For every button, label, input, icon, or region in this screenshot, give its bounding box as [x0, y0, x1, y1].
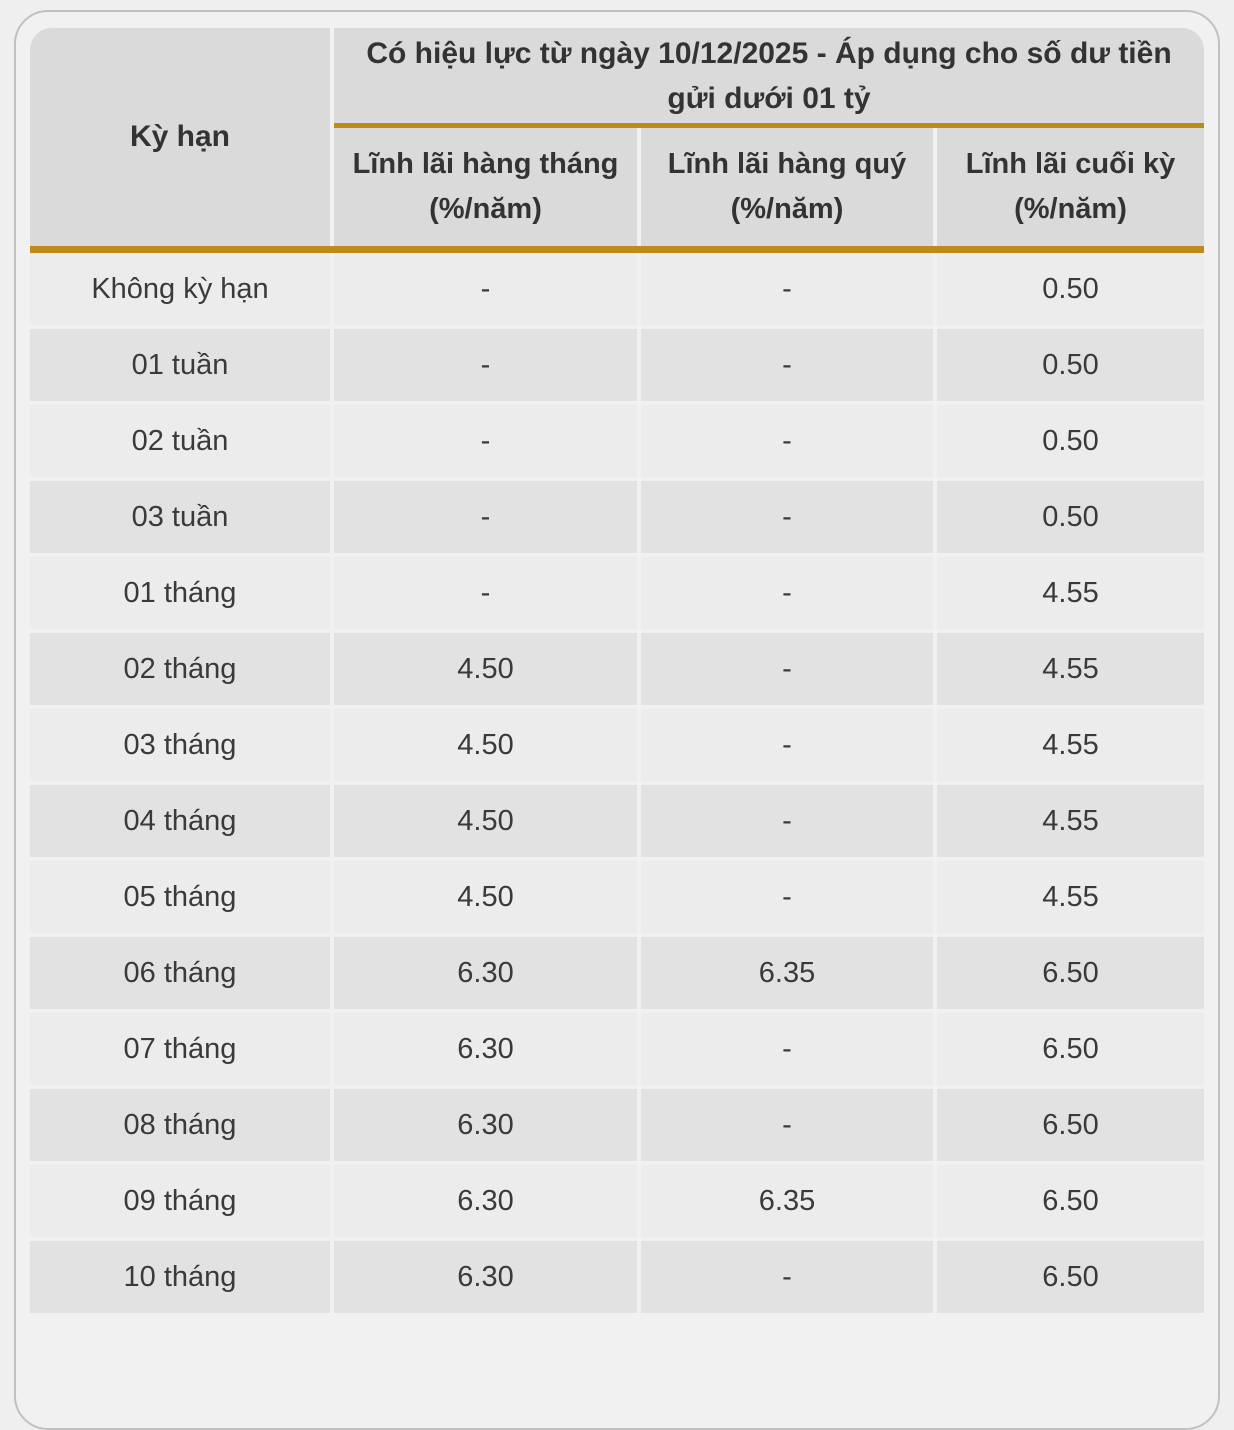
- quarterly-rate-cell: -: [641, 709, 933, 781]
- quarterly-rate-cell: 6.35: [641, 937, 933, 1009]
- monthly-rate-cell: -: [334, 253, 637, 325]
- term-cell: 10 tháng: [30, 1241, 330, 1313]
- term-cell: 03 tháng: [30, 709, 330, 781]
- monthly-rate-cell: 6.30: [334, 1013, 637, 1085]
- monthly-rate-cell: -: [334, 557, 637, 629]
- quarterly-rate-cell: -: [641, 785, 933, 857]
- term-column-header: Kỳ hạn: [30, 28, 330, 246]
- column-header-quarterly-unit: (%/năm): [730, 193, 844, 225]
- quarterly-rate-cell: -: [641, 861, 933, 933]
- term-cell: 02 tuần: [30, 405, 330, 477]
- end-of-term-rate-cell: 0.50: [937, 405, 1204, 477]
- quarterly-rate-cell: -: [641, 329, 933, 401]
- quarterly-rate-cell: 6.35: [641, 1165, 933, 1237]
- term-cell: 09 tháng: [30, 1165, 330, 1237]
- monthly-rate-cell: 4.50: [334, 709, 637, 781]
- end-of-term-rate-cell: 4.55: [937, 633, 1204, 705]
- rate-table-header: [30, 28, 1204, 246]
- end-of-term-rate-cell: 4.55: [937, 557, 1204, 629]
- quarterly-rate-cell: -: [641, 1013, 933, 1085]
- quarterly-rate-cell: -: [641, 405, 933, 477]
- column-header-end-of-term-label: Lĩnh lãi cuối kỳ: [965, 148, 1176, 180]
- column-header-end-of-term: [937, 128, 1204, 246]
- end-of-term-rate-cell: 6.50: [937, 1165, 1204, 1237]
- end-of-term-rate-cell: 4.55: [937, 861, 1204, 933]
- term-cell: 01 tháng: [30, 557, 330, 629]
- monthly-rate-cell: -: [334, 405, 637, 477]
- monthly-rate-cell: 6.30: [334, 937, 637, 1009]
- term-cell: 01 tuần: [30, 329, 330, 401]
- monthly-rate-cell: 4.50: [334, 861, 637, 933]
- term-cell: 03 tuần: [30, 481, 330, 553]
- column-header-quarterly-label: Lĩnh lãi hàng quý: [667, 148, 907, 180]
- column-header-monthly-unit: (%/năm): [429, 193, 542, 225]
- end-of-term-rate-cell: 6.50: [937, 1241, 1204, 1313]
- term-cell: 05 tháng: [30, 861, 330, 933]
- term-cell: Không kỳ hạn: [30, 253, 330, 325]
- monthly-rate-cell: 6.30: [334, 1241, 637, 1313]
- term-cell: 04 tháng: [30, 785, 330, 857]
- end-of-term-rate-cell: 0.50: [937, 329, 1204, 401]
- monthly-rate-cell: -: [334, 329, 637, 401]
- table-body: [30, 253, 1204, 1313]
- monthly-rate-cell: 6.30: [334, 1165, 637, 1237]
- end-of-term-rate-cell: 4.55: [937, 785, 1204, 857]
- term-cell: 02 tháng: [30, 633, 330, 705]
- quarterly-rate-cell: -: [641, 557, 933, 629]
- end-of-term-rate-cell: 0.50: [937, 481, 1204, 553]
- rate-table-card: [14, 10, 1220, 1430]
- quarterly-rate-cell: -: [641, 1089, 933, 1161]
- term-cell: 08 tháng: [30, 1089, 330, 1161]
- quarterly-rate-cell: -: [641, 253, 933, 325]
- monthly-rate-cell: 4.50: [334, 785, 637, 857]
- column-header-end-of-term-unit: (%/năm): [1014, 193, 1127, 225]
- column-header-monthly-label: Lĩnh lãi hàng tháng: [352, 148, 619, 180]
- end-of-term-rate-cell: 6.50: [937, 1089, 1204, 1161]
- monthly-rate-cell: -: [334, 481, 637, 553]
- header-divider-bar: [30, 246, 1204, 253]
- column-header-quarterly: [641, 128, 933, 246]
- end-of-term-rate-cell: 0.50: [937, 253, 1204, 325]
- quarterly-rate-cell: -: [641, 633, 933, 705]
- effective-date-header: Có hiệu lực từ ngày 10/12/2025 - Áp dụng cho số dư tiền gửi dưới 01 tỷ: [334, 28, 1204, 128]
- quarterly-rate-cell: -: [641, 1241, 933, 1313]
- end-of-term-rate-cell: 6.50: [937, 937, 1204, 1009]
- term-cell: 06 tháng: [30, 937, 330, 1009]
- end-of-term-rate-cell: 4.55: [937, 709, 1204, 781]
- end-of-term-rate-cell: 6.50: [937, 1013, 1204, 1085]
- monthly-rate-cell: 6.30: [334, 1089, 637, 1161]
- quarterly-rate-cell: -: [641, 481, 933, 553]
- term-cell: 07 tháng: [30, 1013, 330, 1085]
- column-header-monthly: [334, 128, 637, 246]
- monthly-rate-cell: 4.50: [334, 633, 637, 705]
